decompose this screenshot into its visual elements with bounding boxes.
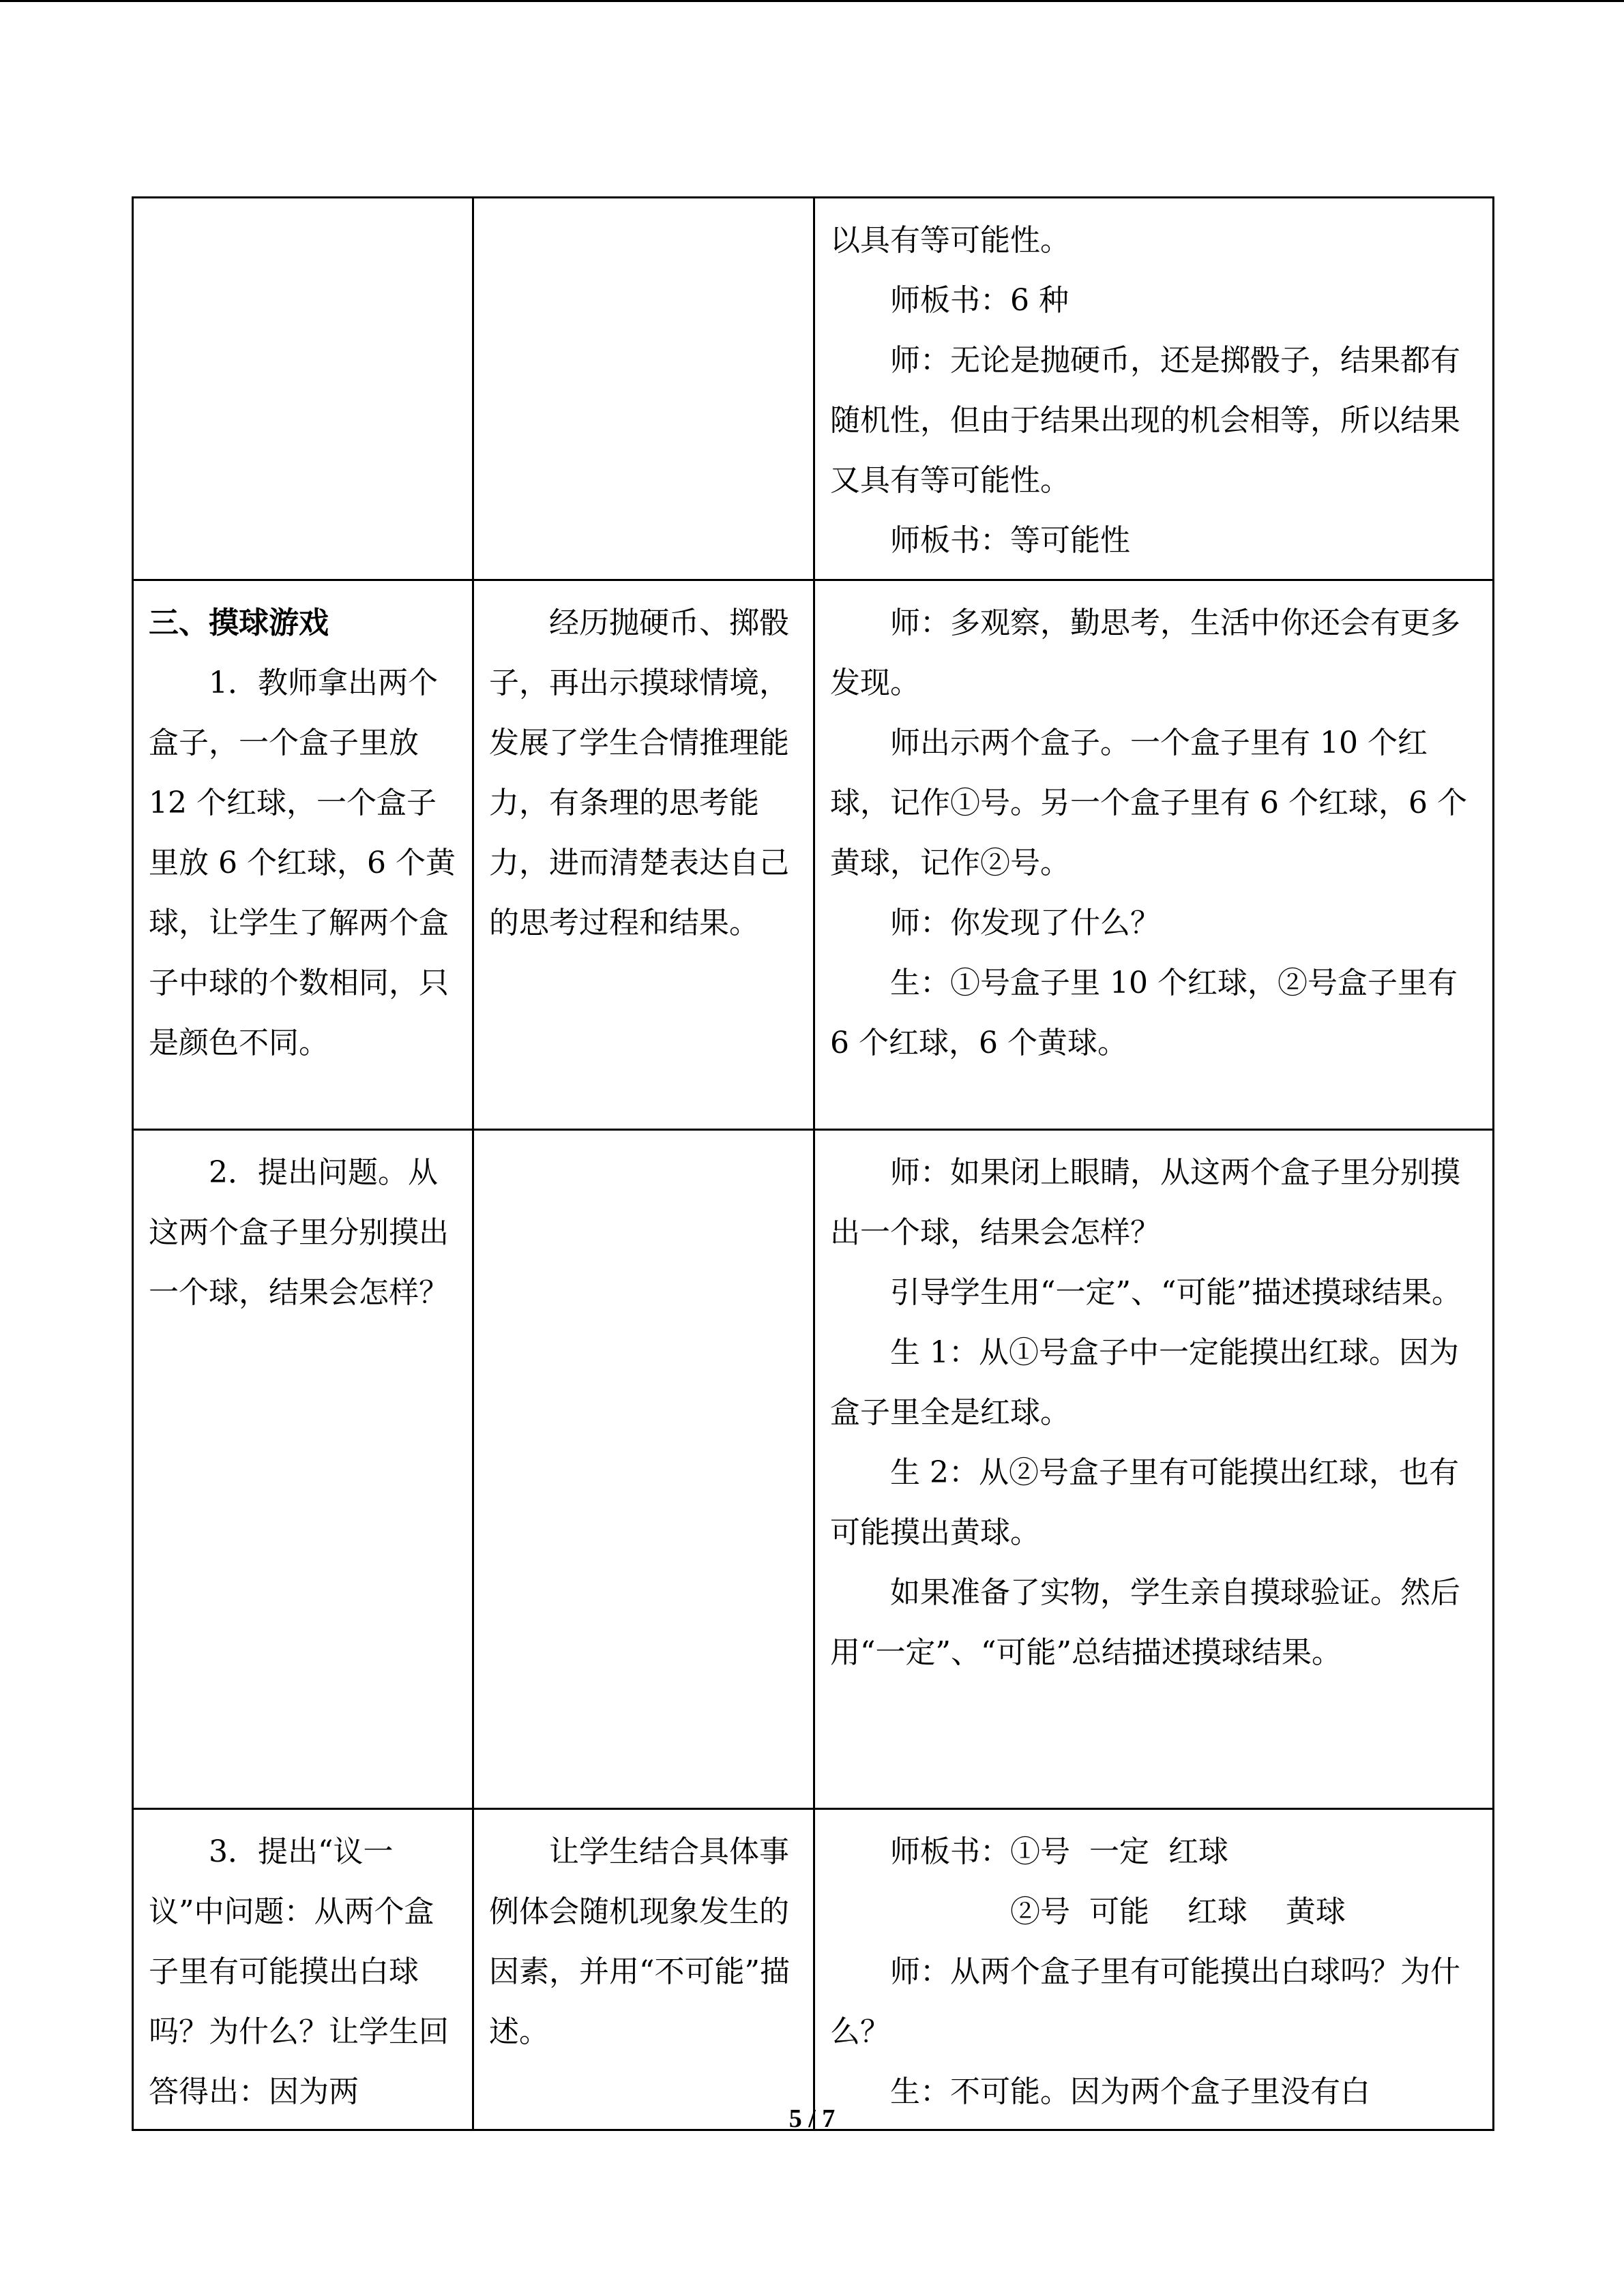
teaching-process-cell — [814, 1130, 1494, 1809]
paragraph: 师：你发现了什么？ — [890, 906, 1160, 940]
paragraph: 让学生结合具体事例体会随机现象发生的因素，并用“不可能”描述。 — [489, 1834, 790, 2049]
paragraph: 1．教师拿出两个盒子，一个盒子里放 12 个红球，一个盒子里放 6 个红球，6 个黄球，让学生了解两个盒子中球的个数相同，只是颜色不同。 — [149, 666, 456, 1060]
page-number: 5 / 7 — [788, 2104, 836, 2133]
design-intent-cell — [473, 198, 814, 580]
table-row — [133, 1130, 1494, 1809]
paragraph: 生：①号盒子里 10 个红球，②号盒子里有 6 个红球，6 个黄球。 — [830, 966, 1467, 1060]
activity-cell — [133, 1130, 473, 1809]
paragraph: 师：无论是抛硬币，还是掷骰子，结果都有随机性，但由于结果出现的机会相等，所以结果又具有等可能性。 — [830, 343, 1460, 498]
paragraph: 师：多观察，勤思考，生活中你还会有更多发现。 — [830, 606, 1460, 700]
paragraph: 师出示两个盒子。一个盒子里有 10 个红球，记作①号。另一个盒子里有 6 个红球，6 个黄球，记作②号。 — [830, 726, 1467, 880]
paragraph: 生 2：从②号盒子里有可能摸出红球，也有可能摸出黄球。 — [830, 1455, 1459, 1550]
paragraph: 师：如果闭上眼睛，从这两个盒子里分别摸出一个球，结果会怎样？ — [830, 1155, 1460, 1250]
paragraph: 生：不可能。因为两个盒子里没有白 — [890, 2074, 1370, 2109]
lesson-plan-table — [132, 196, 1494, 2131]
paragraph: 生 1：从①号盒子中一定能摸出红球。因为盒子里全是红球。 — [830, 1335, 1459, 1430]
table-row — [133, 1809, 1494, 2130]
design-intent-cell — [473, 1809, 814, 2130]
paragraph: 2．提出问题。从这两个盒子里分别摸出一个球，结果会怎样？ — [149, 1155, 449, 1310]
table-row — [133, 198, 1494, 580]
design-intent-cell — [473, 1130, 814, 1809]
teaching-process-cell — [814, 580, 1494, 1130]
paragraph: 经历抛硬币、掷骰子，再出示摸球情境，发展了学生合情推理能力，有条理的思考能力，进而清楚表达自己的思考过程和结果。 — [489, 606, 789, 940]
paragraph: 师板书：等可能性 — [890, 523, 1130, 558]
paragraph: 以具有等可能性。 — [830, 223, 1070, 258]
paragraph: 师板书：①号 一定 红球 — [890, 1834, 1228, 1869]
teaching-process-cell — [814, 1809, 1494, 2130]
paragraph: 如果准备了实物，学生亲自摸球验证。然后用“一定”、“可能”总结描述摸球结果。 — [830, 1575, 1460, 1670]
paragraph: 引导学生用“一定”、“可能”描述摸球结果。 — [890, 1275, 1462, 1310]
paragraph: ②号 可能 红球 黄球 — [1010, 1894, 1346, 1929]
teaching-process-cell — [814, 198, 1494, 580]
design-intent-cell — [473, 580, 814, 1130]
paragraph: 师板书：6 种 — [890, 283, 1069, 318]
page-top-border — [0, 0, 1624, 2]
paragraph: 3．提出“议一议”中问题：从两个盒子里有可能摸出白球吗？为什么？让学生回答得出：因为两 — [149, 1834, 449, 2109]
paragraph: 师：从两个盒子里有可能摸出白球吗？为什么？ — [830, 1954, 1460, 2049]
section-heading: 三、摸球游戏 — [149, 606, 329, 640]
table-row — [133, 580, 1494, 1130]
activity-cell — [133, 1809, 473, 2130]
activity-cell — [133, 580, 473, 1130]
activity-cell — [133, 198, 473, 580]
